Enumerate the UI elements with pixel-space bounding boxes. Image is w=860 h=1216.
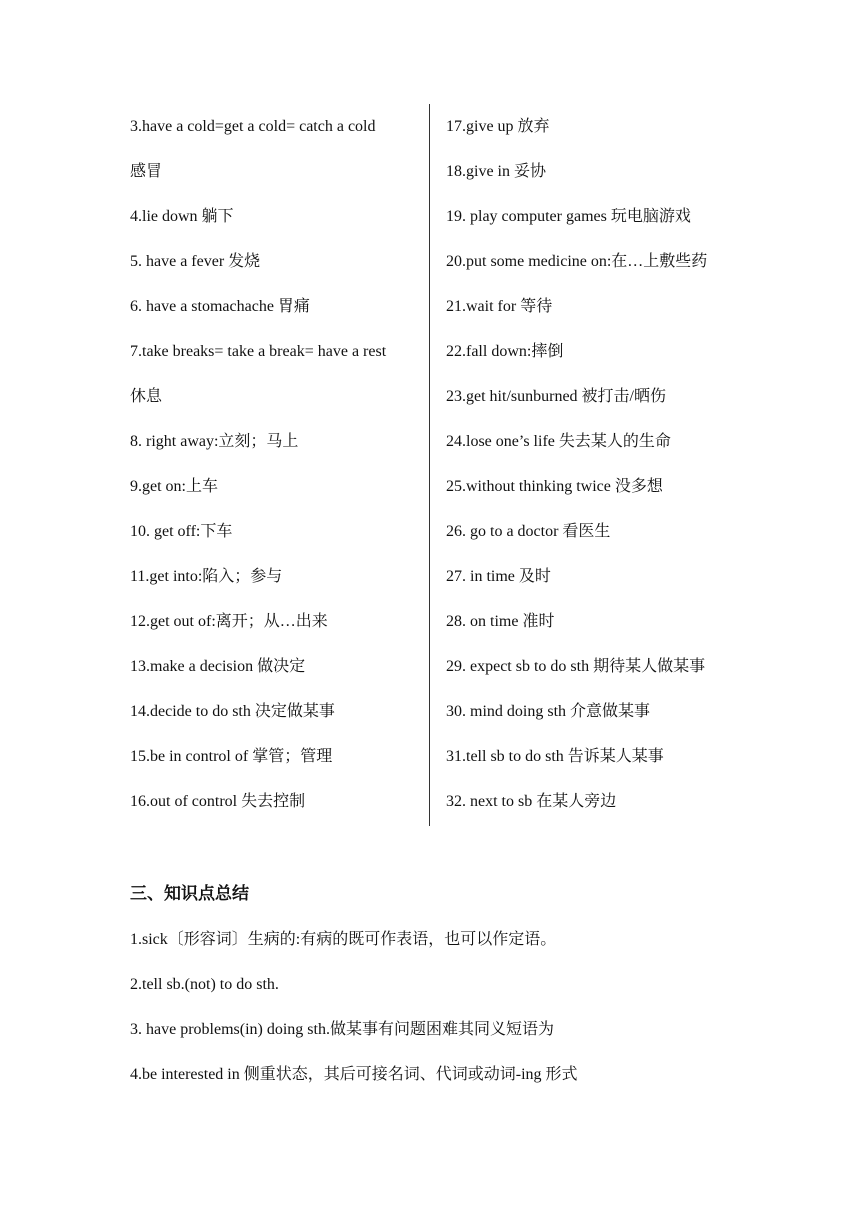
phrase-item: 29. expect sb to do sth 期待某人做某事 <box>446 658 706 675</box>
phrase-item: 20.put some medicine on:在…上敷些药 <box>446 253 708 270</box>
phrase-item: 3.have a cold=get a cold= catch a cold <box>130 118 376 135</box>
phrase-item: 21.wait for 等待 <box>446 298 553 315</box>
phrase-item: 13.make a decision 做决定 <box>130 658 306 675</box>
note-item: 1.sick〔形容词〕生病的:有病的既可作表语，也可以作定语。 <box>130 931 557 948</box>
phrase-item: 22.fall down:摔倒 <box>446 343 564 360</box>
phrase-item: 感冒 <box>130 163 163 180</box>
phrase-item: 30. mind doing sth 介意做某事 <box>446 703 651 720</box>
phrase-item: 14.decide to do sth 决定做某事 <box>130 703 335 720</box>
note-item: 4.be interested in 侧重状态，其后可接名词、代词或动词-ing 形式 <box>130 1066 578 1083</box>
phrase-item: 27. in time 及时 <box>446 568 551 585</box>
section-heading: 三、知识点总结 <box>130 884 249 904</box>
phrase-item: 18.give in 妥协 <box>446 163 546 180</box>
phrase-item: 17.give up 放弃 <box>446 118 550 135</box>
note-item: 2.tell sb.(not) to do sth. <box>130 976 279 993</box>
phrase-item: 15.be in control of 掌管；管理 <box>130 748 333 765</box>
phrase-item: 26. go to a doctor 看医生 <box>446 523 611 540</box>
column-divider <box>429 104 430 826</box>
phrase-item: 10. get off:下车 <box>130 523 233 540</box>
phrase-item: 4.lie down 躺下 <box>130 208 234 225</box>
phrase-item: 5. have a fever 发烧 <box>130 253 261 270</box>
phrase-item: 31.tell sb to do sth 告诉某人某事 <box>446 748 664 765</box>
phrase-item: 24.lose one’s life 失去某人的生命 <box>446 433 671 450</box>
phrase-item: 25.without thinking twice 没多想 <box>446 478 663 495</box>
phrase-item: 23.get hit/sunburned 被打击/晒伤 <box>446 388 666 405</box>
phrase-item: 16.out of control 失去控制 <box>130 793 306 810</box>
phrase-item: 32. next to sb 在某人旁边 <box>446 793 617 810</box>
phrase-item: 8. right away:立刻；马上 <box>130 433 299 450</box>
phrase-item: 7.take breaks= take a break= have a rest <box>130 343 387 360</box>
notes-list <box>130 917 578 1097</box>
phrase-list-left <box>130 104 420 824</box>
phrase-item: 休息 <box>130 388 163 405</box>
phrase-item: 6. have a stomachache 胃痛 <box>130 298 310 315</box>
phrase-item: 12.get out of:离开；从…出来 <box>130 613 328 630</box>
phrase-item: 9.get on:上车 <box>130 478 218 495</box>
phrase-item: 28. on time 准时 <box>446 613 555 630</box>
phrase-list-right <box>446 104 776 824</box>
phrase-item: 19. play computer games 玩电脑游戏 <box>446 208 691 225</box>
phrase-item: 11.get into:陷入；参与 <box>130 568 283 585</box>
note-item: 3. have problems(in) doing sth.做某事有问题困难其同义短语为 <box>130 1021 554 1038</box>
